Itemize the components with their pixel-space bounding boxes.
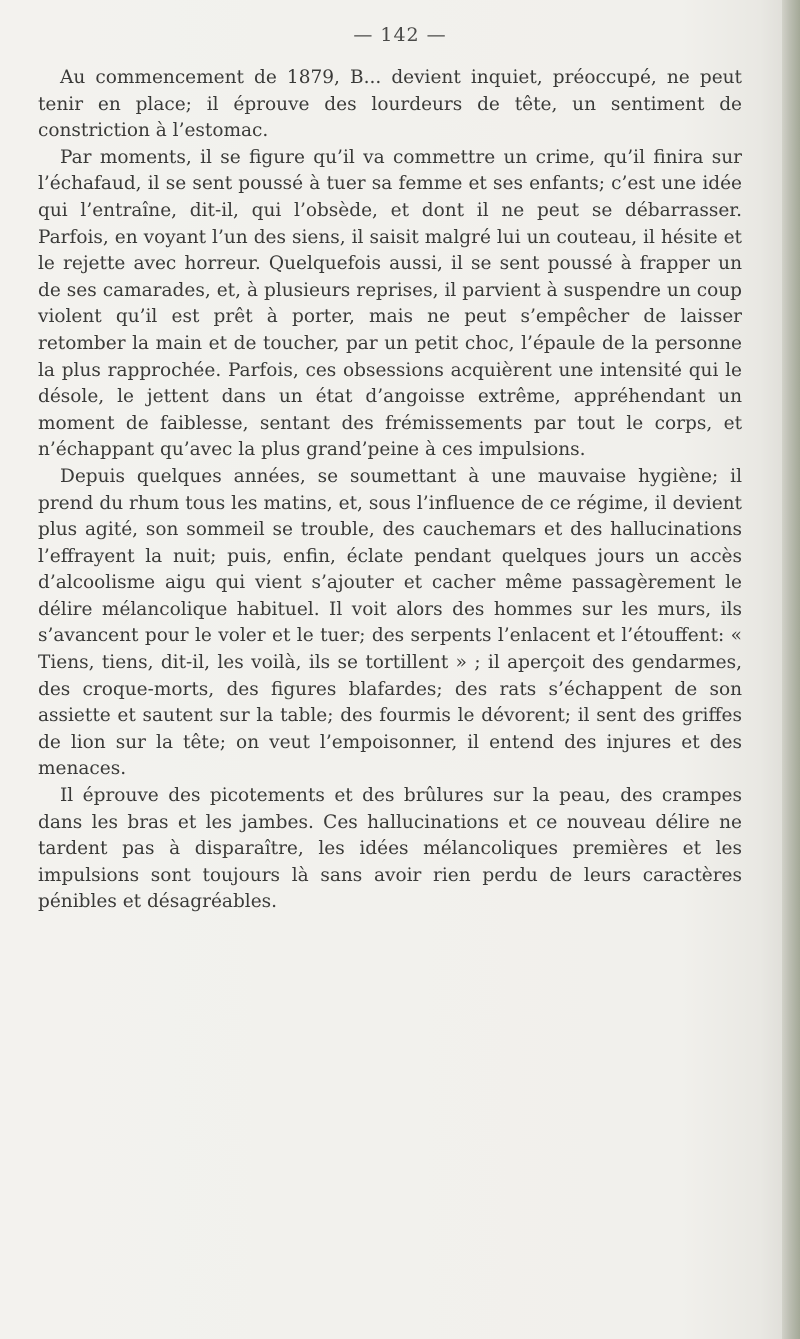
- paragraph: Par moments, il se figure qu’il va commettre un crime, qu’il finira sur l’échafaud, il se sent poussé à tuer sa femme et ses enfants; c’est une idée qui l’entraîne, dit-il, qui l’obsède, et dont il ne peut se débarrasser. Parfois, en voyant l’un des siens, il saisit malgré lui un couteau, il hésite et le rejette avec horreur. Quelquefois aussi, il se sent poussé à frapper un de ses camarades, et, à plusieurs reprises, il parvient à suspendre un coup violent qu’il est prêt à porter, mais ne peut s’empêcher de laisser retomber la main et de toucher, par un petit choc, l’épaule de la personne la plus rapprochée. Parfois, ces obsessions acquièrent une intensité qui le désole, le jettent dans un état d’angoisse extrême, appréhendant un moment de faiblesse, sentant des frémissements par tout le corps, et n’échappant qu’avec la plus grand’peine à ces impulsions.: [38, 146, 742, 461]
- body-text: [38, 65, 742, 916]
- page-number: — 142 —: [353, 24, 447, 46]
- page-edge: [782, 0, 800, 1339]
- paragraph: Il éprouve des picotements et des brûlures sur la peau, des crampes dans les bras et les jambes. Ces hallucinations et ce nouveau délire ne tardent pas à disparaître, les idées mélancoliques premières et les impulsions sont toujours là sans avoir rien perdu de leurs caractères pénibles et désagréables.: [38, 785, 742, 913]
- paragraph: Au commencement de 1879, B... devient inquiet, préoccupé, ne peut tenir en place; il éprouve des lourdeurs de tête, un sentiment de constriction à l’estomac.: [38, 67, 742, 142]
- paragraph: Depuis quelques années, se soumettant à une mauvaise hygiène; il prend du rhum tous les matins, et, sous l’influence de ce régime, il devient plus agité, son sommeil se trouble, des cauchemars et des hallucinations l’effrayent la nuit; puis, enfin, éclate pendant quelques jours un accès d’alcoolisme aigu qui vient s’ajouter et cacher même passagèrement le délire mélancolique habituel. Il voit alors des hommes sur les murs, ils s’avancent pour le voler et le tuer; des serpents l’enlacent et l’étouffent: « Tiens, tiens, dit-il, les voilà, ils se tortillent » ; il aperçoit des gendarmes, des croque-morts, des figures blafardes; des rats s’échappent de son assiette et sautent sur la table; des fourmis le dévorent; il sent des griffes de lion sur la tête; on veut l’empoisonner, il entend des injures et des menaces.: [38, 465, 742, 780]
